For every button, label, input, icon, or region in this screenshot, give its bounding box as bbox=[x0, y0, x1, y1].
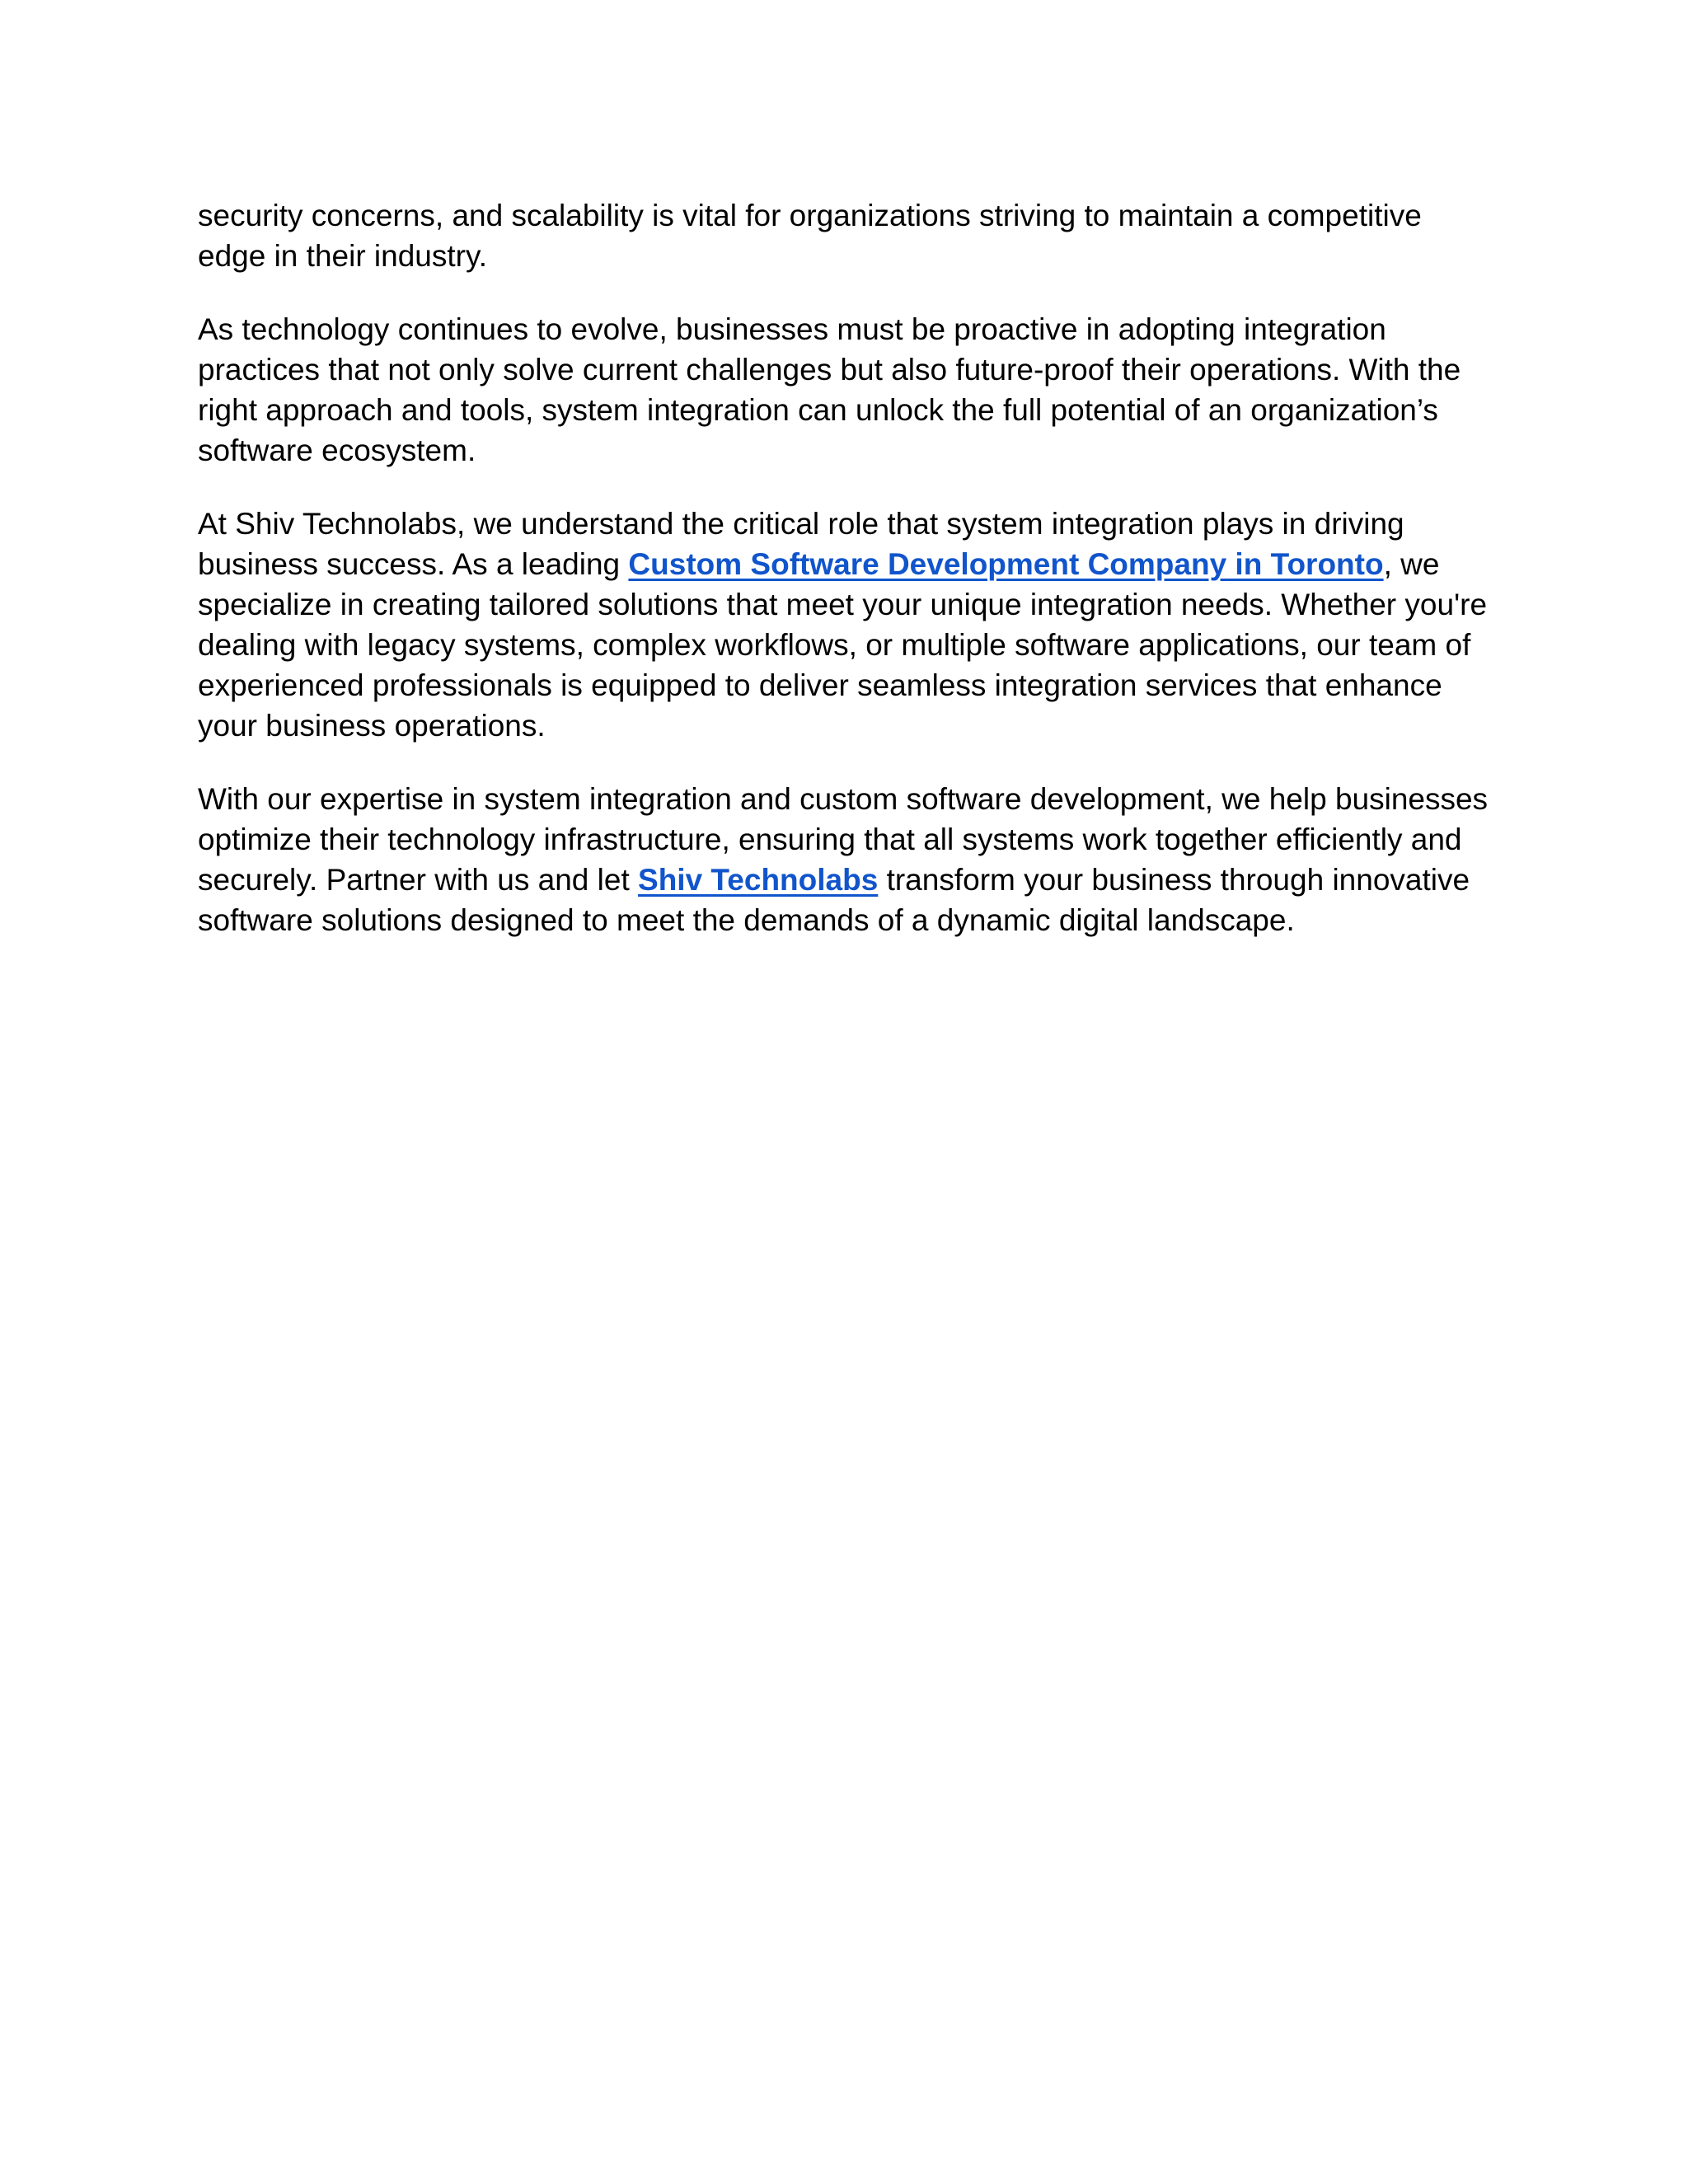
shiv-technolabs-link[interactable]: Shiv Technolabs bbox=[638, 863, 879, 897]
text-line: security concerns, and scalability is vital for organizations striving to maintain a competitive bbox=[198, 199, 1422, 232]
paragraph-technology-evolve bbox=[198, 309, 1500, 471]
text-line: right approach and tools, system integration can unlock the full potential of an organization’s bbox=[198, 393, 1438, 427]
paragraph-security-scalability bbox=[198, 195, 1500, 276]
text-line-with-link bbox=[198, 544, 1500, 584]
text-line: As technology continues to evolve, businesses must be proactive in adopting integration bbox=[198, 312, 1386, 346]
text-line: At Shiv Technolabs, we understand the critical role that system integration plays in driving bbox=[198, 507, 1404, 541]
text-line: With our expertise in system integration and custom software development, we help businesses bbox=[198, 782, 1489, 816]
text-line: your business operations. bbox=[198, 709, 546, 743]
text-line: software ecosystem. bbox=[198, 434, 476, 467]
text-line: specialize in creating tailored solutions that meet your unique integration needs. Whether you're bbox=[198, 588, 1488, 621]
text-segment: , we bbox=[1383, 547, 1440, 581]
text-line-with-link bbox=[198, 860, 1500, 900]
text-segment: securely. Partner with us and let bbox=[198, 863, 639, 897]
text-segment: transform your business through innovative bbox=[878, 863, 1470, 897]
paragraph-expertise-partner bbox=[198, 779, 1500, 940]
text-line: optimize their technology infrastructure, ensuring that all systems work together efficiently and bbox=[198, 823, 1462, 856]
custom-software-development-link[interactable]: Custom Software Development Company in Toronto bbox=[628, 547, 1384, 581]
document-body bbox=[198, 195, 1500, 973]
text-line: experienced professionals is equipped to deliver seamless integration services that enhance bbox=[198, 668, 1442, 702]
text-line: practices that not only solve current challenges but also future-proof their operations. With the bbox=[198, 353, 1461, 387]
text-segment: business success. As a leading bbox=[198, 547, 629, 581]
paragraph-shiv-technolabs-intro bbox=[198, 504, 1500, 746]
text-line: edge in their industry. bbox=[198, 239, 488, 273]
text-line: dealing with legacy systems, complex workflows, or multiple software applications, our team of bbox=[198, 628, 1471, 662]
text-line: software solutions designed to meet the demands of a dynamic digital landscape. bbox=[198, 903, 1295, 937]
